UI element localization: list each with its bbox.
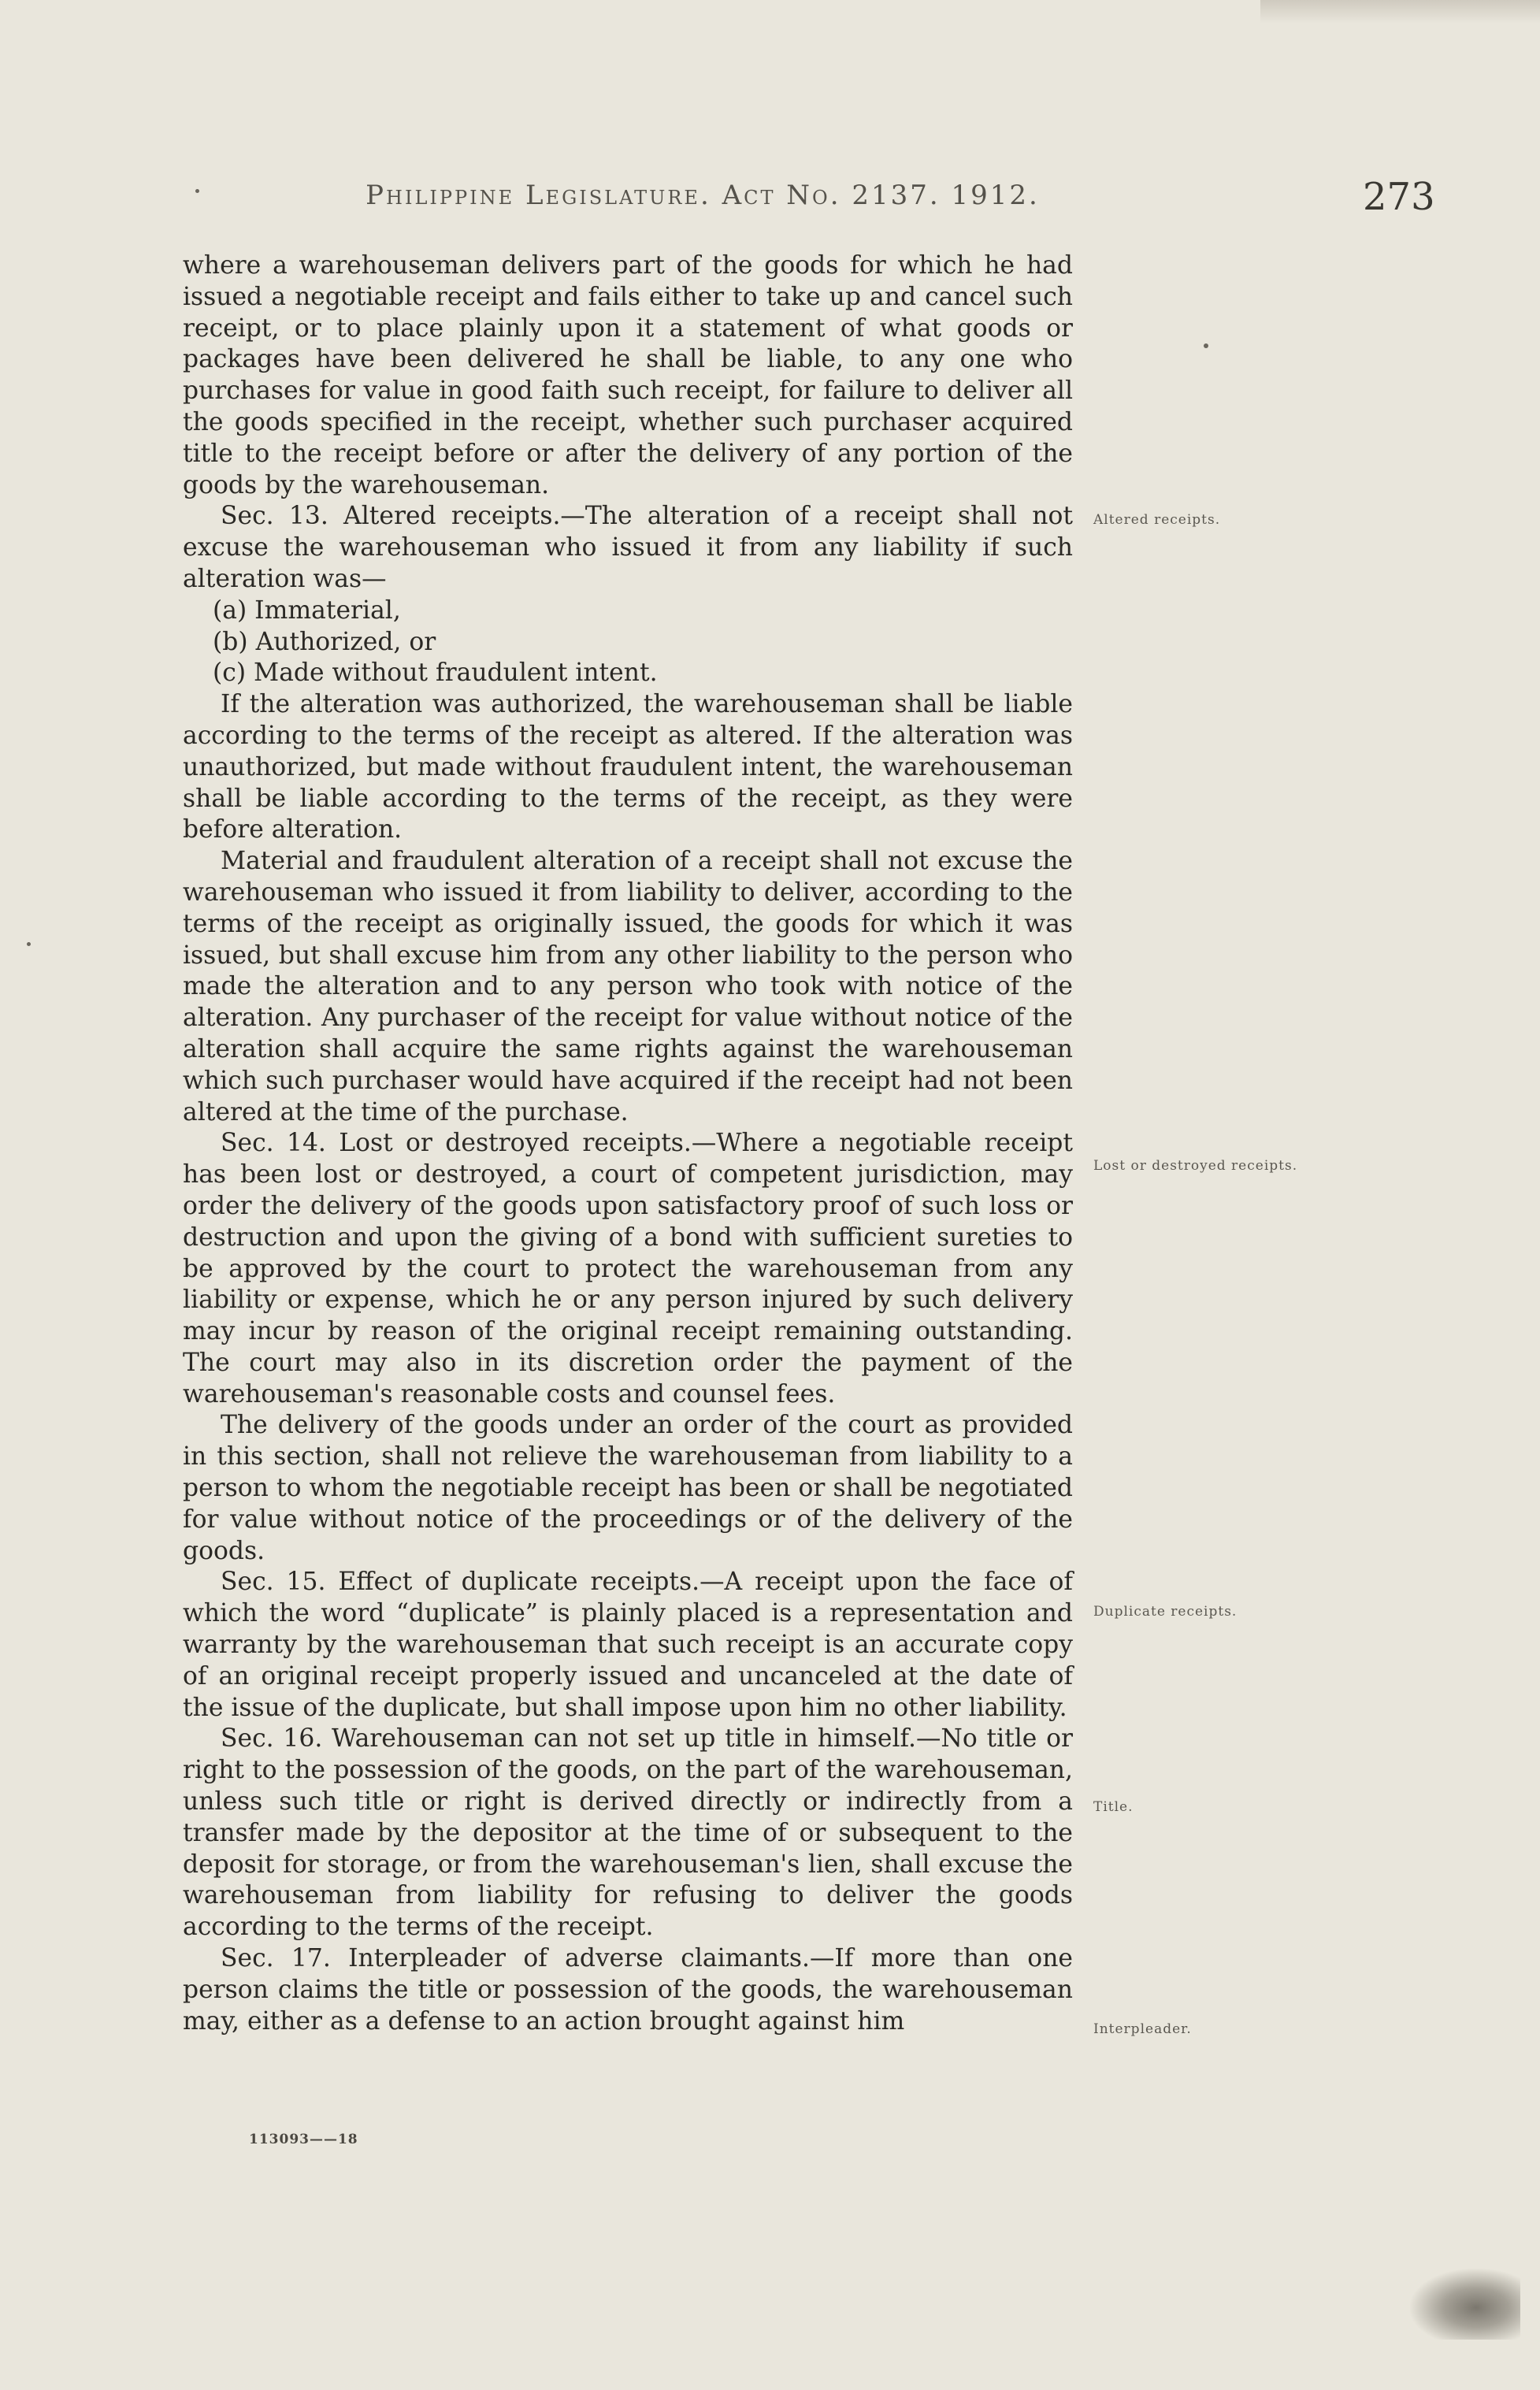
ink-blot — [1410, 2269, 1520, 2340]
section-15-paragraph: Sec. 15. Effect of duplicate receipts.—A receipt upon the face of which the word “duplicate” is plainly placed is a representation and warranty by the warehouseman that such receipt is an accurate copy of an original receipt properly issued and uncanceled at the date of the issue of the duplicate, but shall impose upon him no other liability. — [183, 1568, 1073, 1722]
margin-note-duplicate-receipts: Duplicate receipts. — [1093, 1604, 1238, 1620]
running-head: Philippine Legislature. Act No. 2137. 1912. — [366, 180, 1040, 211]
paragraph: Material and fraudulent alteration of a receipt shall not excuse the warehouseman who issued it from liability to deliver, according to the terms of the receipt as originally issued, the goods for which it was issued, but shall excuse him from any other liability to the person who made the alteration and to any person who took with notice of the alteration. Any purchaser of the receipt for value without notice of the alteration shall acquire the same rights against the warehouseman which such purchaser would have acquired if the receipt had not been altered at the time of the purchase. — [183, 847, 1073, 1126]
margin-note-interpleader: Interpleader. — [1093, 2021, 1192, 2037]
page-number: 273 — [1363, 175, 1435, 219]
margin-note-altered-receipts: Altered receipts. — [1093, 512, 1221, 528]
section-13-paragraph: Sec. 13. Altered receipts.—The alteration of a receipt shall not excuse the warehouseman who issued it from any liability if such alteration was— — [183, 502, 1073, 593]
ink-speck — [1204, 343, 1208, 348]
body-text — [183, 251, 1073, 2037]
list-item: (b) Authorized, or — [213, 627, 436, 656]
page-header — [0, 175, 1540, 227]
ink-speck — [27, 942, 31, 946]
ink-speck — [195, 189, 199, 193]
section-16-paragraph: Sec. 16. Warehouseman can not set up title in himself.—No title or right to the possession of the goods, on the part of the warehouseman, unless such title or right is derived directly or indirectly from a transfer made by the depositor at the time of or subsequent to the deposit for storage, or from the warehouseman's lien, shall excuse the warehouseman from liability for refusing to deliver the goods according to the terms of the receipt. — [183, 1724, 1073, 1942]
margin-note-title: Title. — [1093, 1799, 1134, 1815]
paragraph: If the alteration was authorized, the warehouseman shall be liable according to the terms of the receipt as altered. If the alteration was unauthorized, but made without fraudulent intent, the warehouseman shall be liable according to the terms of the receipt, as they were before alteration. — [183, 690, 1073, 844]
list-item: (c) Made without fraudulent intent. — [213, 659, 658, 688]
list-item: (a) Immaterial, — [213, 596, 401, 625]
paragraph-continuation: where a warehouseman delivers part of the goods for which he had issued a negotiable receipt and fails either to take up and cancel such receipt, or to place plainly upon it a statement of what goods or packages have been delivered he shall be liable, to any one who purchases for value in good faith such receipt, for failure to deliver all the goods specified in the receipt, whether such purchaser acquired title to the receipt before or after the delivery of any portion of the goods by the warehouseman. — [183, 251, 1073, 499]
paragraph: The delivery of the goods under an order of the court as provided in this section, shall not relieve the warehouseman from liability to a person to whom the negotiable receipt has been or shall be negotiated for value without notice of the proceedings or of the delivery of the goods. — [183, 1411, 1073, 1565]
section-14-paragraph: Sec. 14. Lost or destroyed receipts.—Where a negotiable receipt has been lost or destroyed, a court of competent jurisdiction, may order the delivery of the goods upon satisfactory proof of such loss or destruction and upon the giving of a bond with sufficient sureties to be approved by the court to protect the warehouseman from any liability or expense, which he or any person injured by such delivery may incur by reason of the original receipt remaining outstanding. The court may also in its discretion order the payment of the warehouseman's reasonable costs and counsel fees. — [183, 1129, 1073, 1408]
page-edge-shadow — [1260, 0, 1540, 24]
section-17-paragraph: Sec. 17. Interpleader of adverse claimants.—If more than one person claims the title or possession of the goods, the warehouseman may, either as a defense to an action brought against him — [183, 1944, 1073, 2036]
signature-mark: 113093——18 — [249, 2132, 358, 2147]
margin-note-lost-receipts: Lost or destroyed receipts. — [1093, 1158, 1298, 1174]
